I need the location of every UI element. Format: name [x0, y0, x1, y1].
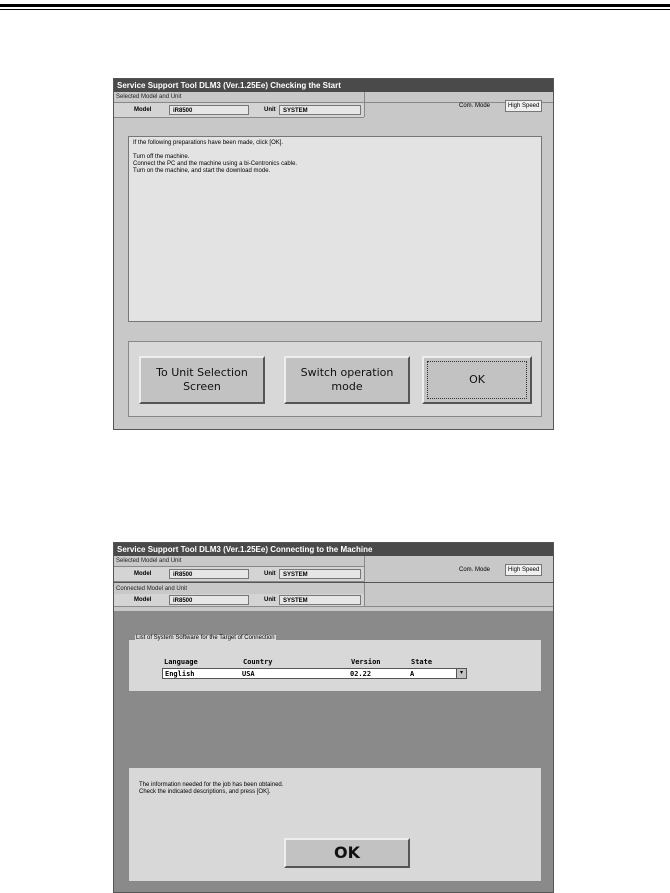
com-mode-label: Com. Mode	[459, 567, 491, 573]
connected-unit-label: Unit	[264, 597, 276, 603]
system-software-list-title: List of System Software for the Target of Connection	[136, 635, 275, 641]
unit-label: Unit	[264, 107, 276, 113]
switch-operation-mode-button[interactable]: Switch operation mode	[284, 356, 410, 404]
message-text	[139, 782, 283, 796]
system-software-list-group	[128, 635, 542, 692]
selected-info-row	[114, 103, 364, 118]
column-country: Country	[243, 658, 273, 666]
page-top-rule	[0, 4, 670, 7]
row-state: A	[410, 670, 415, 678]
column-version: Version	[351, 658, 381, 666]
model-value: iR8500	[169, 105, 249, 115]
message-panel	[128, 767, 542, 882]
com-mode-value[interactable]: High Speed	[505, 100, 542, 112]
instruction-line: Turn off the machine.	[133, 154, 190, 160]
checking-start-window	[113, 78, 554, 430]
window-title: Service Support Tool DLM3 (Ver.1.25Ee) Checking the Start	[114, 79, 553, 92]
com-mode-value[interactable]: High Speed	[505, 564, 542, 576]
button-panel	[128, 341, 542, 417]
model-label: Model	[134, 571, 152, 577]
unit-value: SYSTEM	[279, 105, 361, 115]
model-value: iR8500	[169, 569, 249, 579]
page-top-rule-thin	[0, 9, 670, 10]
window-title: Service Support Tool DLM3 (Ver.1.25Ee) Connecting to the Machine	[114, 543, 553, 556]
message-line: The information needed for the job has been obtained.	[139, 782, 284, 788]
model-label: Model	[134, 107, 152, 113]
connected-model-label: Model	[134, 597, 152, 603]
row-version: 02.22	[350, 670, 372, 678]
connected-model-unit-label: Connected Model and Unit	[114, 584, 364, 595]
selected-info-row	[114, 567, 364, 582]
ok-button[interactable]: OK	[422, 356, 532, 404]
connected-unit-value: SYSTEM	[279, 595, 361, 605]
connecting-machine-window	[113, 542, 554, 893]
software-select[interactable]	[162, 668, 467, 679]
ok-button[interactable]: OK	[284, 838, 410, 868]
instruction-line: If the following preparations have been made, click [OK].	[133, 140, 284, 146]
unit-label: Unit	[264, 571, 276, 577]
selected-section-header	[114, 92, 553, 109]
connected-model-value: iR8500	[169, 595, 249, 605]
instructions-panel	[128, 136, 542, 322]
row-language: English	[165, 670, 195, 678]
dropdown-arrow-icon[interactable]: ▾	[456, 669, 466, 678]
instruction-line	[133, 147, 537, 154]
com-mode-label: Com. Mode	[459, 103, 491, 109]
column-language: Language	[164, 658, 198, 666]
instruction-line: Turn on the machine, and start the download mode.	[133, 168, 271, 174]
connected-info-row	[114, 594, 364, 606]
column-state: State	[411, 658, 433, 666]
message-line: Check the indicated descriptions, and press [OK].	[139, 789, 271, 795]
header-area	[114, 556, 553, 606]
unit-value: SYSTEM	[279, 569, 361, 579]
selected-model-unit-label: Selected Model and Unit	[116, 94, 182, 100]
selected-model-unit-label: Selected Model and Unit	[114, 556, 364, 567]
instruction-line: Connect the PC and the machine using a bi-Centronics cable.	[133, 161, 298, 167]
row-country: USA	[242, 670, 255, 678]
to-unit-selection-button[interactable]: To Unit Selection Screen	[139, 356, 265, 404]
